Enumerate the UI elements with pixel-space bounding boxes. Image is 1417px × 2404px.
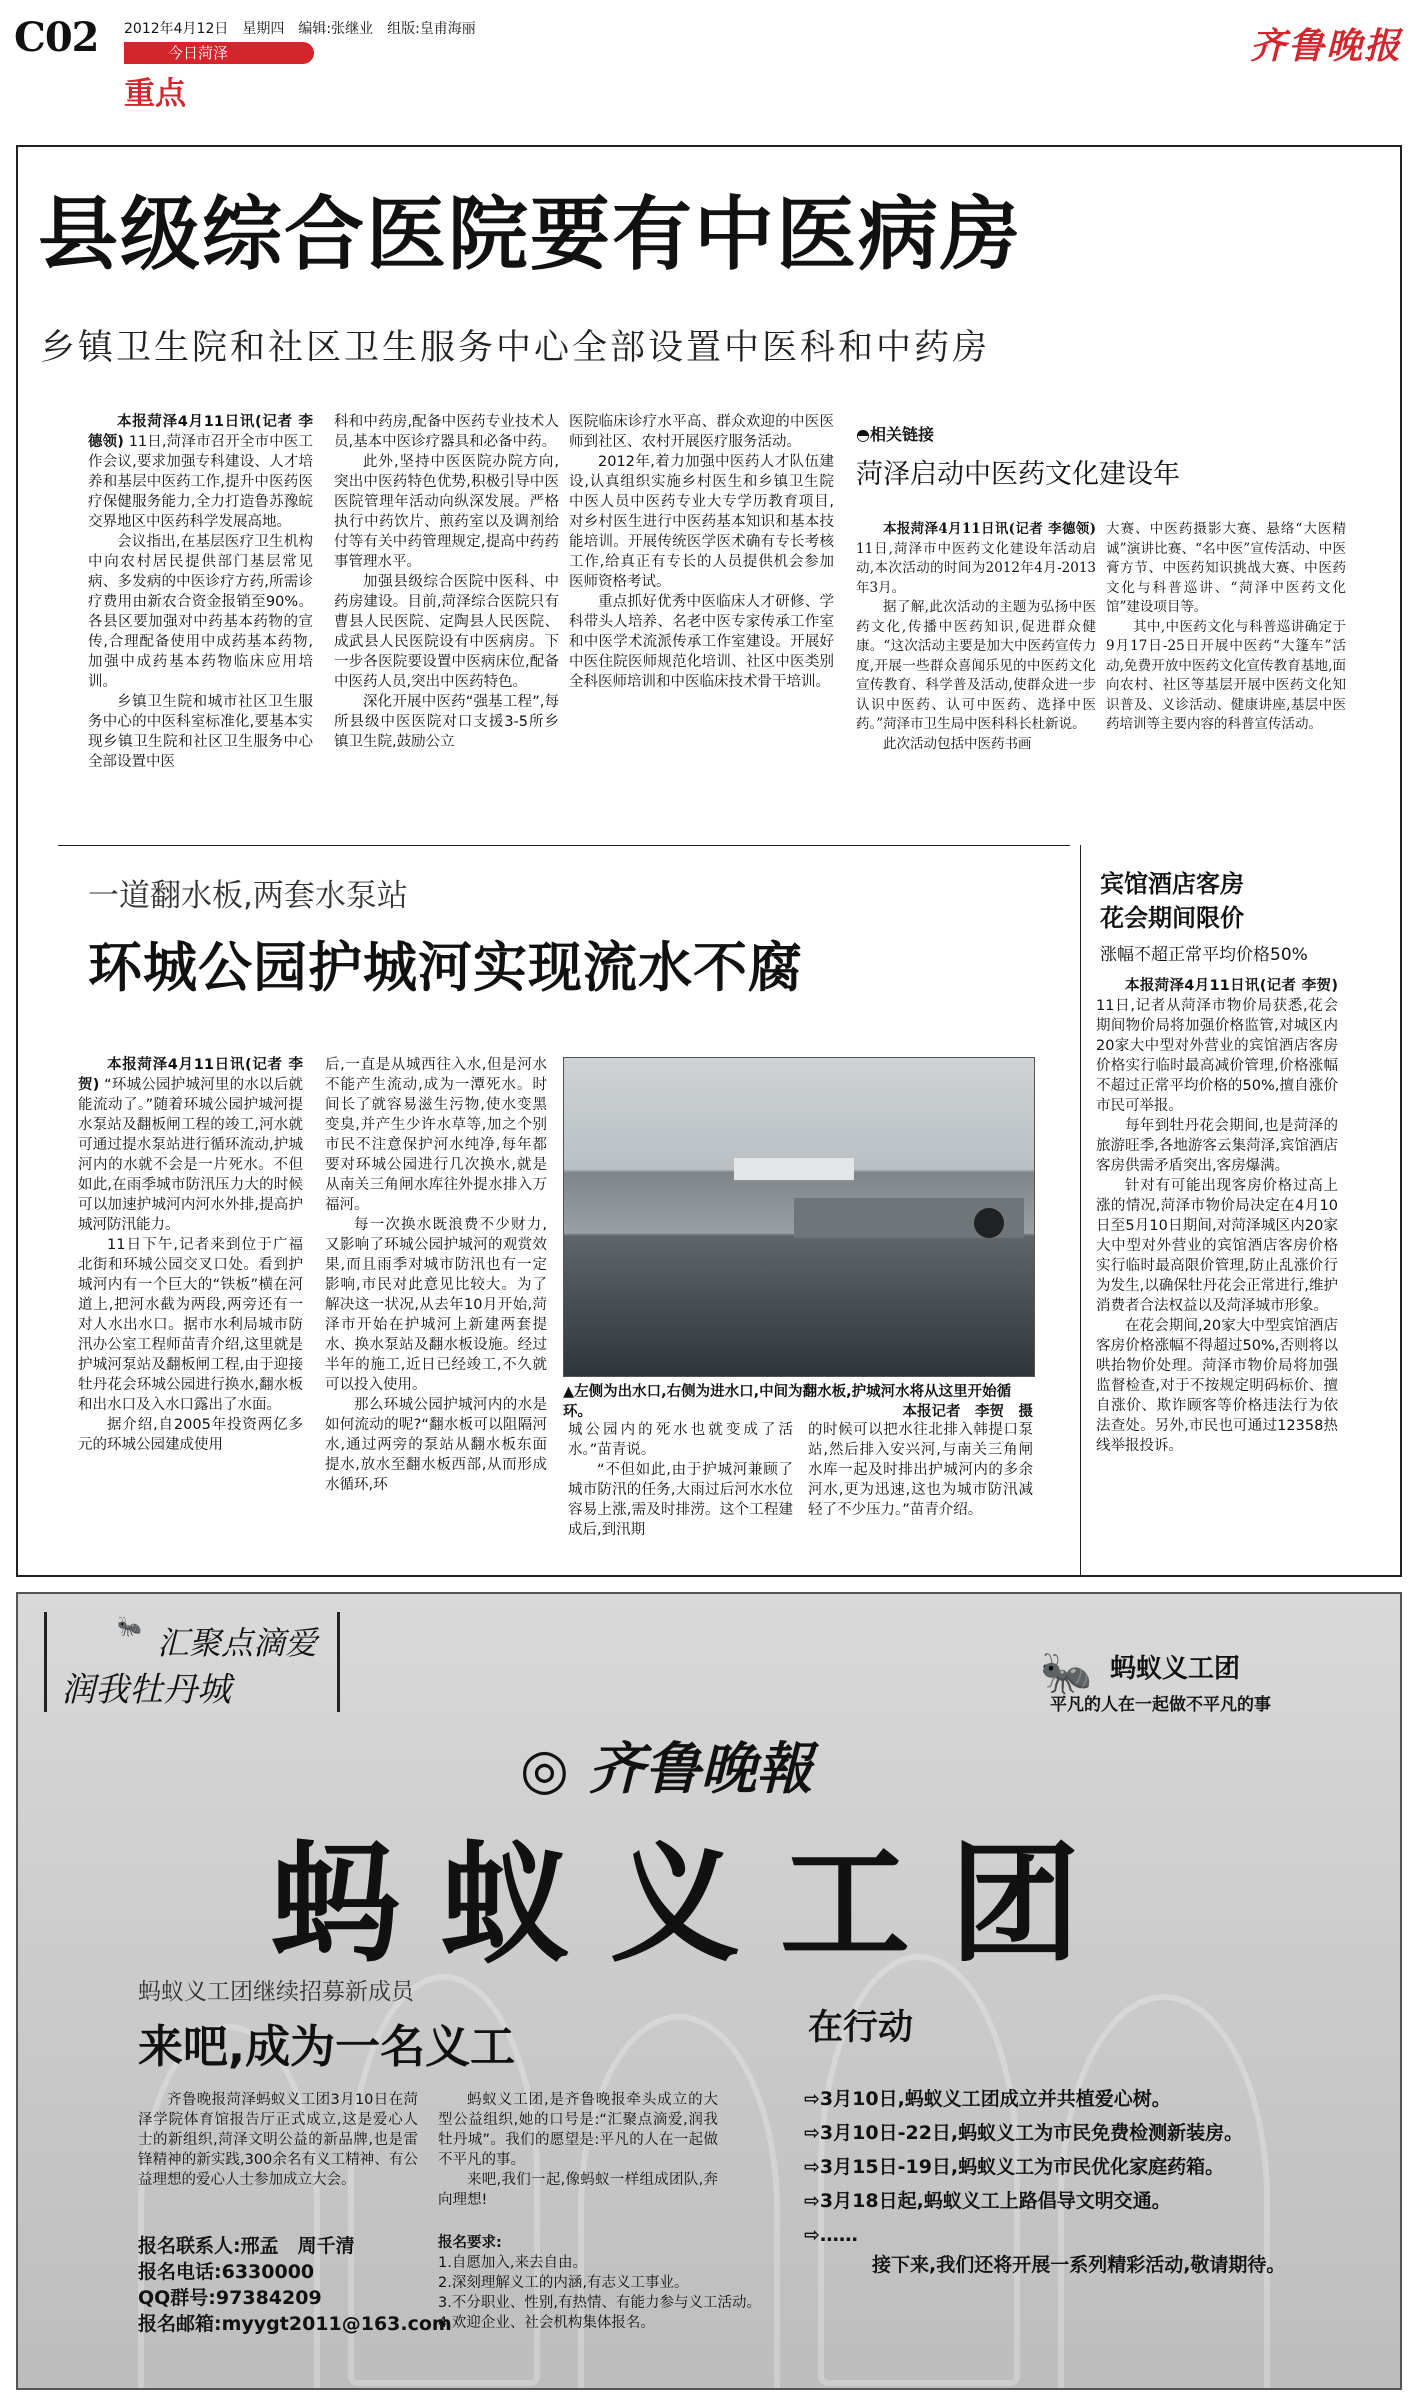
ad-col1-text: 齐鲁晚报菏泽蚂蚁义工团3月10日在菏泽学院体育馆报告厅正式成立,这是爱心人士的新组织,菏泽文明公益的新品牌,也是雷锋精神的新实践,300余名有义工精神、有公益理想的爱心人士参加成立大会。 xyxy=(138,2092,418,2188)
river-dateline: 本报菏泽4月11日讯(记者 李贺) xyxy=(78,1057,303,1093)
lead-col2-p4: 深化开展中医药“强基工程”,每所县级中医医院对口支援3-5所乡镇卫生院,鼓励公立 xyxy=(334,694,559,750)
rule-item: 1.自愿加入,来去自由。 xyxy=(438,2255,587,2271)
lead-dateline: 本报菏泽4月11日讯(记者 李德领) xyxy=(88,414,313,450)
river-kicker: 一道翻水板,两套水泵站 xyxy=(88,878,408,914)
related-col1-p3: 此次活动包括中医药书画 xyxy=(883,735,1032,752)
ad-masthead xyxy=(520,1725,812,1805)
ad-contact xyxy=(138,2233,452,2337)
photo-caption xyxy=(563,1382,1033,1422)
lead-col1-p3: 乡镇卫生院和城市社区卫生服务中心的中医科室标准化,要基本实现乡镇卫生院和社区卫生服务中心全部设置中医 xyxy=(88,694,313,770)
hotel-subhead: 涨幅不超正常平均价格50% xyxy=(1100,945,1308,965)
river-col1-p2: 11日下午,记者来到位于广福北街和环城公园交叉口处。看到护城河内有一个巨大的“铁板”横在河道上,把河水截为两段,两旁还有一对人水出水口。据市水利局城市防汛办公室工程师苗青介绍,这里就是护城河泵站及翻板闸工程,由于迎接牡丹花会环城公园进行换水,翻水板和出水口及入水口露出了水面。 xyxy=(78,1237,303,1413)
related-col1-p2: 据了解,此次活动的主题为弘扬中医药文化,传播中医药知识,促进群众健康。“这次活动主要是加大中医药宣传力度,开展一些群众喜闻乐见的中医药文化宣传教育、科学普及活动,使群众进一步认识中医药、认可中医药、选择中医药。”菏泽市卫生局中医科科长杜新说。 xyxy=(856,599,1096,732)
arrow-icon: ⇨ xyxy=(804,2224,820,2246)
action-item: ⇨3月10日-22日,蚂蚁义工为市民免费检测新装房。 xyxy=(804,2122,1244,2144)
action-item: ⇨3月15日-19日,蚂蚁义工为市民优化家庭药箱。 xyxy=(804,2156,1225,2178)
action-item: ⇨3月10日,蚂蚁义工团成立并共植爱心树。 xyxy=(804,2088,1171,2110)
river-col1-p3: 据介绍,自2005年投资两亿多元的环城公园建成使用 xyxy=(78,1417,303,1453)
date-line: 2012年4月12日 星期四 编辑:张继业 组版:皇甫海丽 xyxy=(124,21,476,37)
related-link-tag xyxy=(856,422,934,445)
related-col2-p1: 大赛、中医药摄影大赛、悬络“大医精诚”演讲比赛、“名中医”宣传活动、中医膏方节、中医药知识挑战大赛、中医药文化与科普巡讲、“菏泽中医药文化馆”建设项目等。 xyxy=(1106,521,1346,615)
ad-rules xyxy=(438,2233,761,2333)
related-dateline: 本报菏泽4月11日讯(记者 李德领) xyxy=(883,521,1096,537)
link-tag-label: 相关链接 xyxy=(869,425,934,444)
river-col2-p2: 每一次换水既浪费不少财力,又影响了环城公园护城河的观赏效果,而且雨季对城市防汛也有一定影响,市民对此意见比较大。为了解决这一状况,从去年10月开始,菏泽市开始在护城河上新建两套提水、换水泵站及翻水板设施。经过半年的施工,近日已经竣工,不久就可以投入使用。 xyxy=(325,1217,547,1393)
lead-col-3 xyxy=(569,412,834,692)
river-col-4 xyxy=(808,1420,1033,1520)
arrow-icon: ⇨ xyxy=(804,2156,820,2178)
lead-col2-p3: 加强县级综合医院中医科、中药房建设。目前,菏泽综合医院只有曹县人民医院、定陶县人民医院、成武县人民医院设有中医病房。下一步各医院要设置中医病床位,配备中医药人员,突出中医药特色。 xyxy=(334,574,559,690)
river-col-3 xyxy=(568,1420,793,1540)
ad-badge-slogan: 平凡的人在一起做不平凡的事 xyxy=(1050,1695,1271,1715)
action-title: 在行动 xyxy=(808,2008,914,2048)
contact-qq: QQ群号:97384209 xyxy=(138,2287,322,2309)
lead-col3-p3: 重点抓好优秀中医临床人才研修、学科带头人培养、名老中医专家传承工作室和中医学术流派传承工作室建设。开展好中医住院医师规范化培训、社区中医类别全科医师培训和中医临床技术骨干培训。 xyxy=(569,594,834,690)
ad-kicker: 蚂蚁义工团继续招募新成员 xyxy=(138,1979,414,2005)
ad-col-2 xyxy=(438,2090,718,2210)
related-link-title: 菏泽启动中医药文化建设年 xyxy=(856,459,1180,490)
hotel-p3: 针对有可能出现客房价格过高上涨的情况,菏泽市物价局决定在4月10日至5月10日期间,对菏泽城区内20家大中型对外营业的宾馆酒店客房价格实行临时最高限价管理,防止乱涨价行为发生,以确保牡丹花会正常进行,维护消费者合法权益以及菏泽城市形象。 xyxy=(1096,1178,1338,1314)
rule-item: 3.不分职业、性别,有热情、有能力参与义工活动。 xyxy=(438,2295,761,2311)
lead-col3-p2: 2012年,着力加强中医药人才队伍建设,认真组织实施乡村医生和乡镇卫生院中医人员中医药专业大专学历教育项目,对乡村医生进行中医药基本知识和基本技能培训。开展传统医学医术确有专长考核工作,给真正有专长的人员提供机会参加医师资格考试。 xyxy=(569,454,834,590)
section-divider xyxy=(58,845,1070,846)
action-item: ⇨3月18日起,蚂蚁义工上路倡导文明交通。 xyxy=(804,2190,1171,2212)
ad-badge-title: 蚂蚁义工团 xyxy=(1110,1654,1241,1684)
contact-email: 报名邮箱:myygt2011@163.com xyxy=(138,2313,452,2335)
rule-item: 4.欢迎企业、社会机构集体报名。 xyxy=(438,2315,655,2331)
related-col-2 xyxy=(1106,520,1346,735)
hotel-p4: 在花会期间,20家大中型宾馆酒店客房价格涨幅不得超过50%,否则将以哄抬物价处理。菏泽市物价局将加强监督检查,对于不按规定明码标价、擅自涨价、欺诈顾客等价格违法行为依法查处。另外,市民也可通过12358热线举报投诉。 xyxy=(1096,1318,1338,1454)
ant-logo-icon: 🐜 xyxy=(1040,1648,1093,1697)
photo-building xyxy=(734,1158,854,1182)
river-col3-p2: “不但如此,由于护城河兼顾了城市防汛的任务,大雨过后河水水位容易上涨,需及时排涝。这个工程建成后,到汛期 xyxy=(568,1462,793,1538)
lead-col-1 xyxy=(88,412,313,772)
hotel-p1: 11日,记者从菏泽市物价局获悉,花会期间物价局将加强价格监管,对城区内20家大中型对外营业的宾馆酒店客房价格实行临时最高减价管理,价格涨幅不超过正常平均价格的50%,擅自涨价市民可举报。 xyxy=(1096,998,1338,1114)
river-photo xyxy=(563,1057,1035,1377)
ad-masthead-text: 齐鲁晚報 xyxy=(588,1736,813,1802)
arrow-icon: ⇨ xyxy=(804,2190,820,2212)
lead-col1-p1: 11日,菏泽市召开全市中医工作会议,要求加强专科建设、人才培养和基层中医药工作,提升中医药医疗保健服务能力,全力打造鲁苏豫皖交界地区中医药科学发展高地。 xyxy=(88,434,313,530)
hotel-p2: 每年到牡丹花会期间,也是菏泽的旅游旺季,各地游客云集菏泽,宾馆酒店客房供需矛盾突出,客房爆满。 xyxy=(1096,1118,1338,1174)
river-col-1 xyxy=(78,1055,303,1455)
photo-caption-text: ▲左侧为出水口,右侧为进水口,中间为翻水板,护城河水将从这里开始循环。 xyxy=(563,1384,1012,1420)
ad-col2-text: 蚂蚁义工团,是齐鲁晚报牵头成立的大型公益组织,她的口号是:“汇聚点滴爱,润我牡丹城”。我们的愿望是:平凡的人在一起做不平凡的事。 xyxy=(438,2092,718,2168)
lead-headline: 县级综合医院要有中医病房 xyxy=(38,188,1022,281)
photo-outlet xyxy=(974,1208,1004,1238)
section-tag: 今日菏泽 xyxy=(124,42,314,64)
hotel-headline-2: 花会期间限价 xyxy=(1100,904,1244,932)
stamp-line-2: 润我牡丹城 xyxy=(61,1670,231,1710)
contact-phone: 报名电话:6330000 xyxy=(138,2261,315,2283)
hotel-headline-1: 宾馆酒店客房 xyxy=(1100,870,1244,898)
ad-stamp xyxy=(44,1612,340,1712)
section-title: 重点 xyxy=(124,76,186,112)
column-divider xyxy=(1080,845,1081,1575)
lead-col-2 xyxy=(334,412,559,752)
masthead-logo: 齐鲁晚报 xyxy=(1250,25,1403,67)
action-item: ⇨…… xyxy=(804,2224,858,2246)
lead-col2-p1: 科和中药房,配备中医药专业技术人员,基本中医诊疗器具和必备中药。 xyxy=(334,414,559,450)
river-col1-p1: “环城公园护城河里的水以后就能流动了。”随着环城公园护城河提水泵站及翻板闸工程的竣工,河水就可通过提水泵站进行循环流动,护城河内的水就不会是一片死水。不但如此,在雨季城市防汛压力大的时候可以加速护城河内河水外排,提高护城河防汛能力。 xyxy=(78,1077,303,1233)
masthead-swirl-icon: ◎ xyxy=(520,1737,569,1802)
link-tag-icon: ◓ xyxy=(856,425,870,444)
arrow-icon: ⇨ xyxy=(804,2088,820,2110)
river-col4-p1: 的时候可以把水往北排入韩提口泵站,然后排入安兴河,与南关三角闸水库一起及时排出护城河内的多余河水,更为迅速,这也为城市防汛减轻了不少压力。”苗青介绍。 xyxy=(808,1422,1033,1518)
ad-big-title: 蚂蚁义工团 xyxy=(270,1827,1121,1980)
action-list xyxy=(804,2082,1243,2252)
ad-col-1 xyxy=(138,2090,418,2190)
rule-item: 2.深刻理解义工的内涵,有志义工事业。 xyxy=(438,2275,689,2291)
related-col1-p1: 11日,菏泽市中医药文化建设年活动启动,本次活动的时间为2012年4月-2013年3月。 xyxy=(856,540,1096,596)
ant-icon: 🐜 xyxy=(117,1614,142,1638)
lead-subheadline: 乡镇卫生院和社区卫生服务中心全部设置中医科和中药房 xyxy=(40,328,991,368)
river-col-2 xyxy=(325,1055,547,1495)
ad-headline: 来吧,成为一名义工 xyxy=(138,2020,516,2073)
stamp-line-1: 汇聚点滴爱 xyxy=(157,1624,318,1662)
river-col3-p1: 城公园内的死水也就变成了活水。”苗青说。 xyxy=(568,1422,793,1458)
river-headline: 环城公园护城河实现流水不腐 xyxy=(88,936,803,999)
related-col2-p2: 其中,中医药文化与科普巡讲确定于9月17日-25日开展中医药“大篷车”活动,免费开放中医药文化宣传教育基地,面向农村、社区等基层开展中医药文化知识普及、义诊活动、健康讲座,基层中医药培训等主要内容的科普宣传活动。 xyxy=(1106,618,1346,732)
lead-col2-p2: 此外,坚持中医医院办院方向,突出中医药特色优势,积极引导中医医院管理年活动向纵深发展。严格执行中药饮片、煎药室以及调剂给付等有关中药管理规定,提高中药药事管理水平。 xyxy=(334,454,559,570)
page-code: C02 xyxy=(14,14,99,61)
related-col-1 xyxy=(856,520,1096,754)
lead-col1-p2: 会议指出,在基层医疗卫生机构中向农村居民提供部门基层常见病、多发病的中医诊疗方药,所需诊疗费用由新农合资金报销至90%。各县区要加强对中药基本药物的宣传,合理配备使用中成药基本药物,加强中成药基本药物临床应用培训。 xyxy=(88,534,313,690)
river-col2-p3: 那么环城公园护城河内的水是如何流动的呢?“翻水板可以阻隔河水,通过两旁的泵站从翻水板东面提水,放水至翻水板西部,从而形成水循环,环 xyxy=(325,1397,547,1493)
lead-col3-p1: 医院临床诊疗水平高、群众欢迎的中医医师到社区、农村开展医疗服务活动。 xyxy=(569,414,834,450)
rules-title: 报名要求: xyxy=(438,2235,502,2251)
ad-col2-text-2: 来吧,我们一起,像蚂蚁一样组成团队,奔向理想! xyxy=(438,2172,718,2208)
arrow-icon: ⇨ xyxy=(804,2122,820,2144)
contact-people: 报名联系人:邢孟 周千清 xyxy=(138,2235,355,2257)
ad-closing: 接下来,我们还将开展一系列精彩活动,敬请期待。 xyxy=(872,2254,1286,2276)
hotel-body xyxy=(1096,976,1338,1456)
photo-credit: 本报记者 李贺 摄 xyxy=(902,1404,1033,1420)
river-col2-p1: 后,一直是从城西往入水,但是河水不能产生流动,成为一潭死水。时间长了就容易滋生污物,使水变黑变臭,并产生少许水草等,加之个别市民不注意保护河水纯净,每年都要对环城公园进行几次换水,就是从南关三角闸水库往外提水排入万福河。 xyxy=(325,1057,547,1213)
hotel-dateline: 本报菏泽4月11日讯(记者 李贺) xyxy=(1125,978,1338,994)
